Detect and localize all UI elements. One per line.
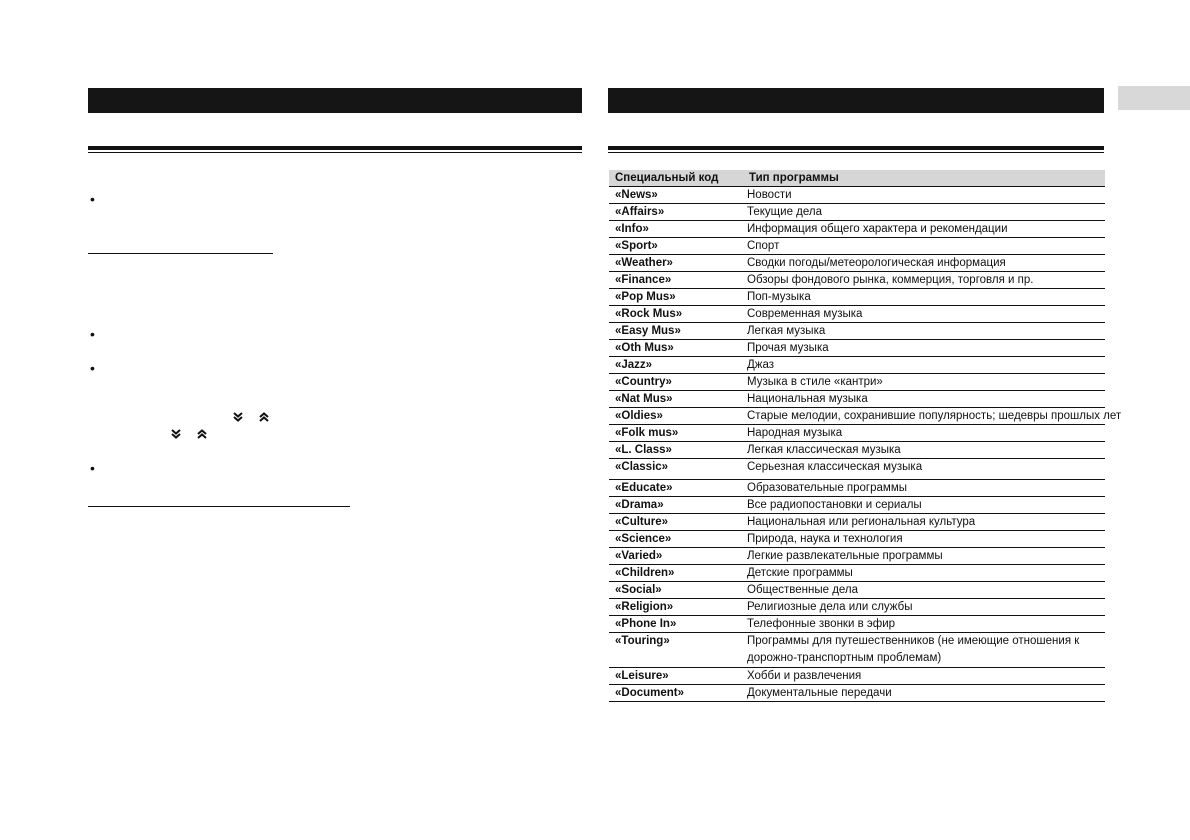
table-row xyxy=(609,340,1105,357)
row-type: Джаз xyxy=(743,357,1105,374)
row-code: «Sport» xyxy=(609,238,743,255)
row-code: «Educate» xyxy=(609,480,743,497)
row-type: Новости xyxy=(743,187,1105,204)
right-double-rule xyxy=(608,146,1104,150)
row-type: Прочая музыка xyxy=(743,340,1105,357)
row-type: Религиозные дела или службы xyxy=(743,599,1105,616)
table-row xyxy=(609,548,1105,565)
header-type: Тип программы xyxy=(743,170,1105,187)
left-section-header-bar xyxy=(88,88,582,113)
row-type: Легкая музыка xyxy=(743,323,1105,340)
row-type: Поп-музыка xyxy=(743,289,1105,306)
chevron-double-up-icon xyxy=(196,429,208,439)
row-code: «Finance» xyxy=(609,272,743,289)
row-code: «Varied» xyxy=(609,548,743,565)
table-row xyxy=(609,514,1105,531)
table-row xyxy=(609,306,1105,323)
program-type-table xyxy=(609,170,1122,702)
row-type: Музыка в стиле «кантри» xyxy=(743,374,1105,391)
row-code: «Oldies» xyxy=(609,408,743,425)
row-type: Информация общего характера и рекомендации xyxy=(743,221,1105,238)
table-row xyxy=(609,238,1105,255)
row-type: Программы для путешественников (не имеющие отношения к дорожно-транспортным проблемам) xyxy=(743,633,1105,668)
table-row xyxy=(609,480,1105,497)
bullet-icon xyxy=(90,364,98,372)
table-row xyxy=(609,497,1105,514)
table-row xyxy=(609,616,1105,633)
chevron-double-up-icon xyxy=(258,412,270,422)
row-code: «Easy Mus» xyxy=(609,323,743,340)
table-row xyxy=(609,391,1105,408)
row-type: Национальная музыка xyxy=(743,391,1105,408)
table-row xyxy=(609,459,1105,480)
row-code: «Culture» xyxy=(609,514,743,531)
chevron-double-down-icon xyxy=(170,429,182,439)
row-code: «Oth Mus» xyxy=(609,340,743,357)
table-row xyxy=(609,187,1105,204)
row-type: Старые мелодии, сохранившие популярность; шедевры прошлых лет xyxy=(743,408,1105,425)
row-type: Национальная или региональная культура xyxy=(743,514,1105,531)
table-row xyxy=(609,272,1105,289)
row-code: «L. Class» xyxy=(609,442,743,459)
row-type: Телефонные звонки в эфир xyxy=(743,616,1105,633)
row-code: «Jazz» xyxy=(609,357,743,374)
table-row xyxy=(609,425,1105,442)
table-row xyxy=(609,668,1105,685)
row-type: Спорт xyxy=(743,238,1105,255)
row-type: Легкие развлекательные программы xyxy=(743,548,1105,565)
table-row xyxy=(609,685,1105,702)
row-type: Легкая классическая музыка xyxy=(743,442,1105,459)
header-code: Специальный код xyxy=(609,170,743,187)
row-code: «Classic» xyxy=(609,459,743,480)
row-type: Текущие дела xyxy=(743,204,1105,221)
side-tab xyxy=(1118,86,1190,110)
row-type: Современная музыка xyxy=(743,306,1105,323)
table-row xyxy=(609,204,1105,221)
row-type: Документальные передачи xyxy=(743,685,1105,702)
table-row xyxy=(609,374,1105,391)
row-code: «Pop Mus» xyxy=(609,289,743,306)
row-type: Образовательные программы xyxy=(743,480,1105,497)
row-type: Детские программы xyxy=(743,565,1105,582)
table-row xyxy=(609,357,1105,374)
table-row xyxy=(609,565,1105,582)
table-row xyxy=(609,633,1105,668)
row-type: Все радиопостановки и сериалы xyxy=(743,497,1105,514)
row-type: Общественные дела xyxy=(743,582,1105,599)
table-row xyxy=(609,582,1105,599)
row-code: «Drama» xyxy=(609,497,743,514)
subsection-underline xyxy=(88,506,350,507)
table-row xyxy=(609,599,1105,616)
table-row xyxy=(609,408,1105,425)
table-row xyxy=(609,221,1105,238)
row-code: «Nat Mus» xyxy=(609,391,743,408)
table-row xyxy=(609,255,1105,272)
row-type: Природа, наука и технология xyxy=(743,531,1105,548)
chevron-double-down-icon xyxy=(232,412,244,422)
row-code: «Weather» xyxy=(609,255,743,272)
row-code: «Document» xyxy=(609,685,743,702)
row-code: «Affairs» xyxy=(609,204,743,221)
row-type: Сводки погоды/метеорологическая информация xyxy=(743,255,1105,272)
row-type: Обзоры фондового рынка, коммерция, торговля и пр. xyxy=(743,272,1105,289)
table-row xyxy=(609,289,1105,306)
row-code: «Touring» xyxy=(609,633,743,668)
bullet-icon xyxy=(90,464,98,472)
bullet-icon xyxy=(90,330,98,338)
left-double-rule xyxy=(88,146,582,150)
row-code: «Social» xyxy=(609,582,743,599)
row-type: Серьезная классическая музыка xyxy=(743,459,1105,480)
row-code: «Rock Mus» xyxy=(609,306,743,323)
row-code: «Science» xyxy=(609,531,743,548)
row-code: «Leisure» xyxy=(609,668,743,685)
row-type: Хобби и развлечения xyxy=(743,668,1105,685)
row-code: «Info» xyxy=(609,221,743,238)
row-code: «Religion» xyxy=(609,599,743,616)
table-row xyxy=(609,531,1105,548)
table-row xyxy=(609,442,1105,459)
table-header-row xyxy=(609,170,1105,187)
row-code: «Country» xyxy=(609,374,743,391)
table-row xyxy=(609,323,1105,340)
bullet-icon xyxy=(90,195,98,203)
row-type: Народная музыка xyxy=(743,425,1105,442)
right-section-header-bar xyxy=(608,88,1104,113)
row-code: «News» xyxy=(609,187,743,204)
row-code: «Phone In» xyxy=(609,616,743,633)
row-code: «Folk mus» xyxy=(609,425,743,442)
row-code: «Children» xyxy=(609,565,743,582)
subsection-underline xyxy=(88,253,273,254)
